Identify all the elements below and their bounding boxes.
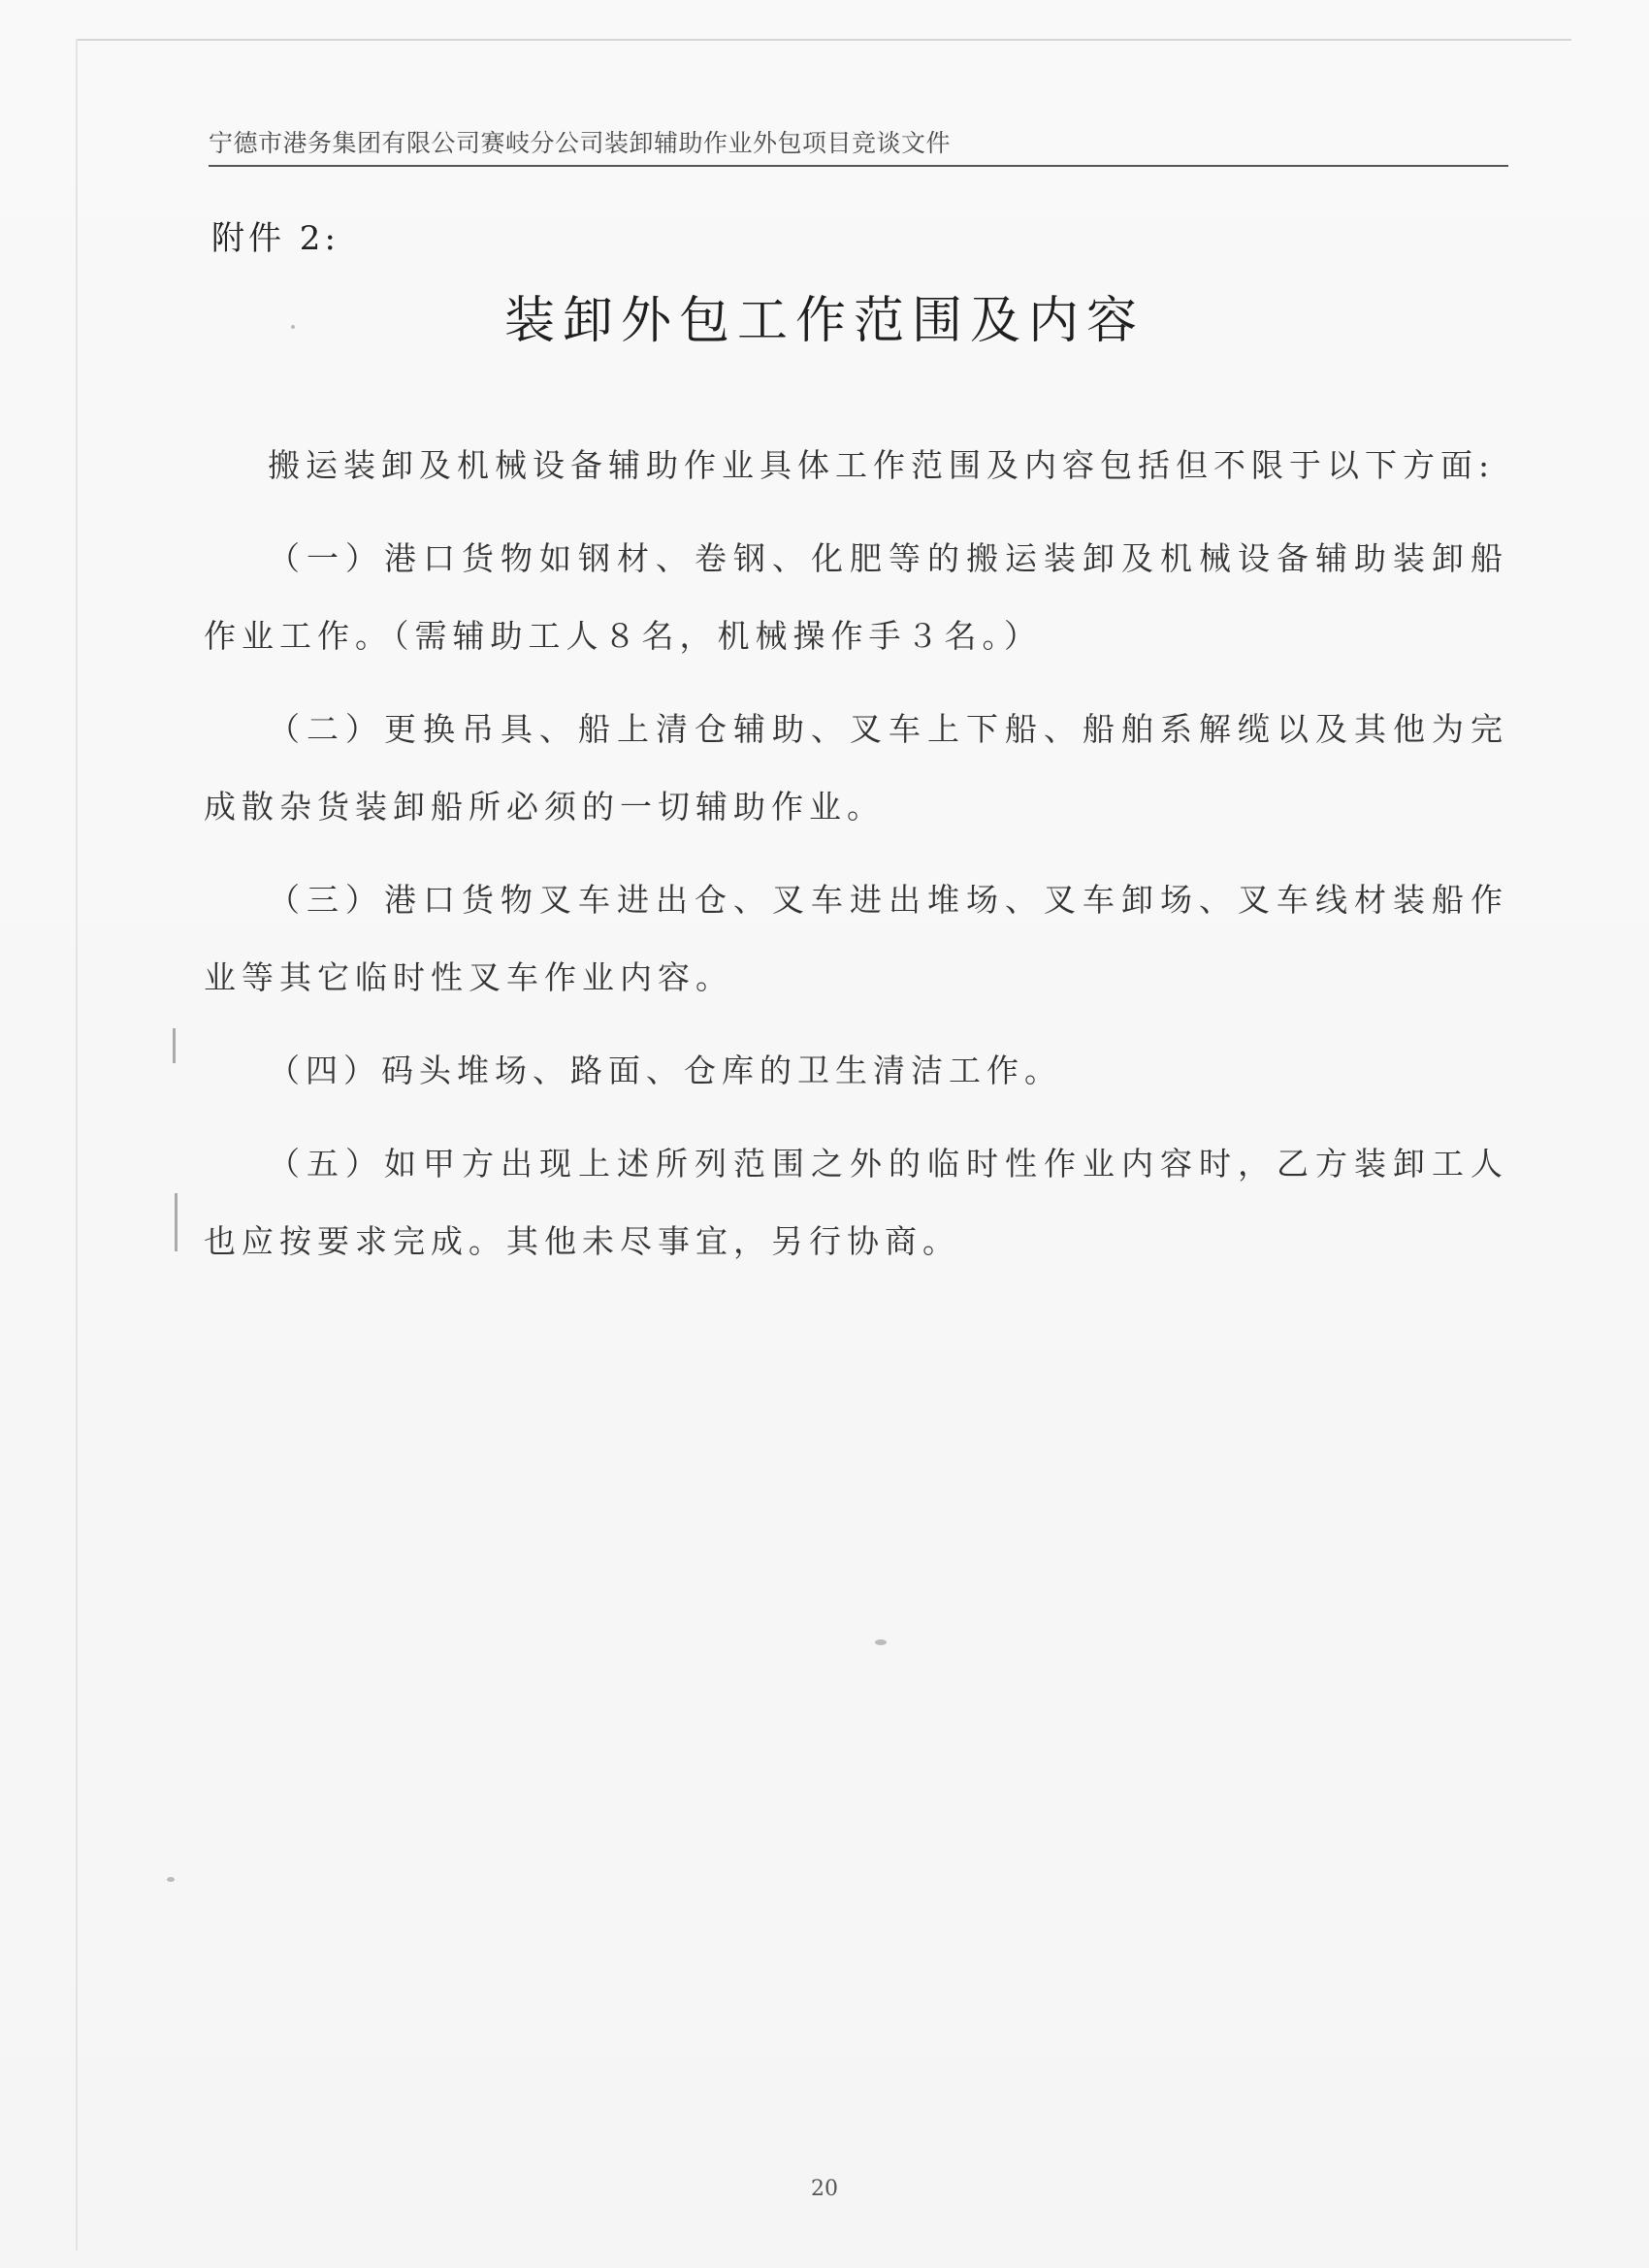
scan-artifact-speck — [291, 325, 295, 329]
paragraph-item-3: （三）港口货物叉车进出仓、叉车进出堆场、叉车卸场、叉车线材装船作业等其它临时性叉车作业内容。 — [204, 881, 1508, 996]
attachment-label: 附件 2: — [211, 219, 340, 258]
scan-artifact-mark — [175, 1193, 178, 1251]
paragraph-item-5: （五）如甲方出现上述所列范围之外的临时性作业内容时，乙方装卸工人也应按要求完成。其他未尽事宜，另行协商。 — [204, 1145, 1508, 1260]
header-text: 宁德市港务集团有限公司赛岐分公司装卸辅助作业外包项目竞谈文件 — [209, 129, 952, 157]
paragraph-item-4: （四）码头堆场、路面、仓库的卫生清洁工作。 — [268, 1052, 1062, 1089]
document-title: 装卸外包工作范围及内容 — [503, 292, 1145, 350]
document-body — [204, 427, 1508, 1296]
scan-artifact-speck — [167, 1877, 175, 1882]
scan-edge-top — [78, 39, 1571, 41]
paragraph-intro: 搬运装卸及机械设备辅助作业具体工作范围及内容包括但不限于以下方面: — [268, 446, 1496, 484]
page-header — [209, 114, 1508, 167]
paragraph-item-1: （一）港口货物如钢材、卷钢、化肥等的搬运装卸及机械设备辅助装卸船作业工作。（需辅助工人８名，机械操作手３名。） — [204, 539, 1508, 655]
scan-edge-left — [76, 39, 78, 2251]
header-rule — [209, 165, 1508, 167]
scan-artifact-mark — [173, 1028, 176, 1063]
page-number: 20 — [811, 2177, 838, 2201]
paragraph-item-2: （二）更换吊具、船上清仓辅助、叉车上下船、船舶系解缆以及其他为完成散杂货装卸船所必须的一切辅助作业。 — [204, 710, 1508, 826]
scan-artifact-speck — [875, 1639, 887, 1645]
